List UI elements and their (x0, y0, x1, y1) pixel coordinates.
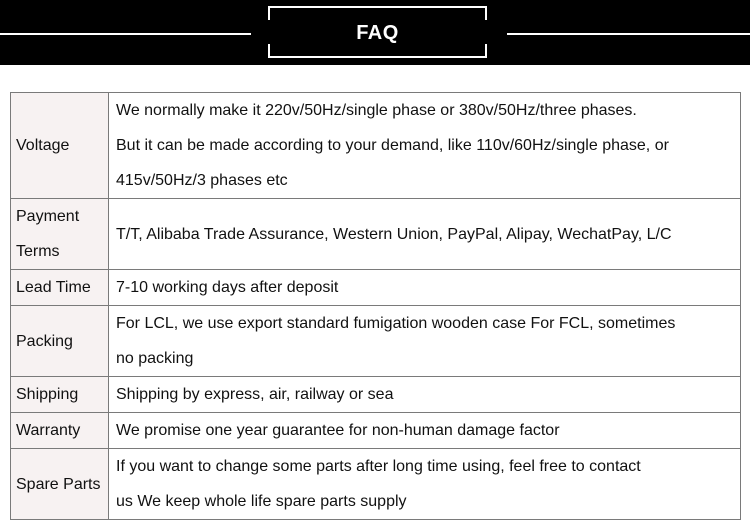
faq-banner (0, 0, 750, 65)
row-value-voltage (109, 93, 741, 199)
table-row (11, 413, 741, 449)
row-label-spare-parts: Spare Parts (11, 449, 109, 520)
row-label-payment-terms: Payment Terms (11, 199, 109, 270)
row-value-warranty (109, 413, 741, 449)
row-value-payment-terms (109, 199, 741, 270)
banner-rule-left (0, 33, 251, 35)
value-line: But it can be made according to your demand, like 110v/60Hz/single phase, or (116, 137, 669, 154)
value-line: We normally make it 220v/50Hz/single phase or 380v/50Hz/three phases. (116, 102, 637, 119)
table-row (11, 377, 741, 413)
table-row (11, 270, 741, 306)
table-row (11, 93, 741, 199)
table-row (11, 199, 741, 270)
row-value-lead-time (109, 270, 741, 306)
row-value-shipping (109, 377, 741, 413)
row-label-warranty: Warranty (11, 413, 109, 449)
row-label-lead-time: Lead Time (11, 270, 109, 306)
banner-rule-right (507, 33, 750, 35)
value-line: We promise one year guarantee for non-human damage factor (116, 422, 560, 439)
table-row (11, 449, 741, 520)
value-line: 415v/50Hz/3 phases etc (116, 172, 288, 189)
value-line: T/T, Alibaba Trade Assurance, Western Union, PayPal, Alipay, WechatPay, L/C (116, 225, 672, 243)
row-value-spare-parts (109, 449, 741, 520)
faq-table (10, 92, 741, 520)
value-line: Shipping by express, air, railway or sea (116, 386, 394, 403)
table-row (11, 306, 741, 377)
banner-title: FAQ (356, 22, 399, 44)
row-label-packing: Packing (11, 306, 109, 377)
value-line: us We keep whole life spare parts supply (116, 493, 407, 510)
value-line: For LCL, we use export standard fumigation wooden case For FCL, sometimes (116, 315, 676, 332)
value-line: no packing (116, 350, 194, 367)
row-value-packing (109, 306, 741, 377)
value-line: If you want to change some parts after long time using, feel free to contact (116, 458, 641, 475)
row-label-voltage: Voltage (11, 93, 109, 199)
row-label-shipping: Shipping (11, 377, 109, 413)
value-line: 7-10 working days after deposit (116, 279, 339, 296)
